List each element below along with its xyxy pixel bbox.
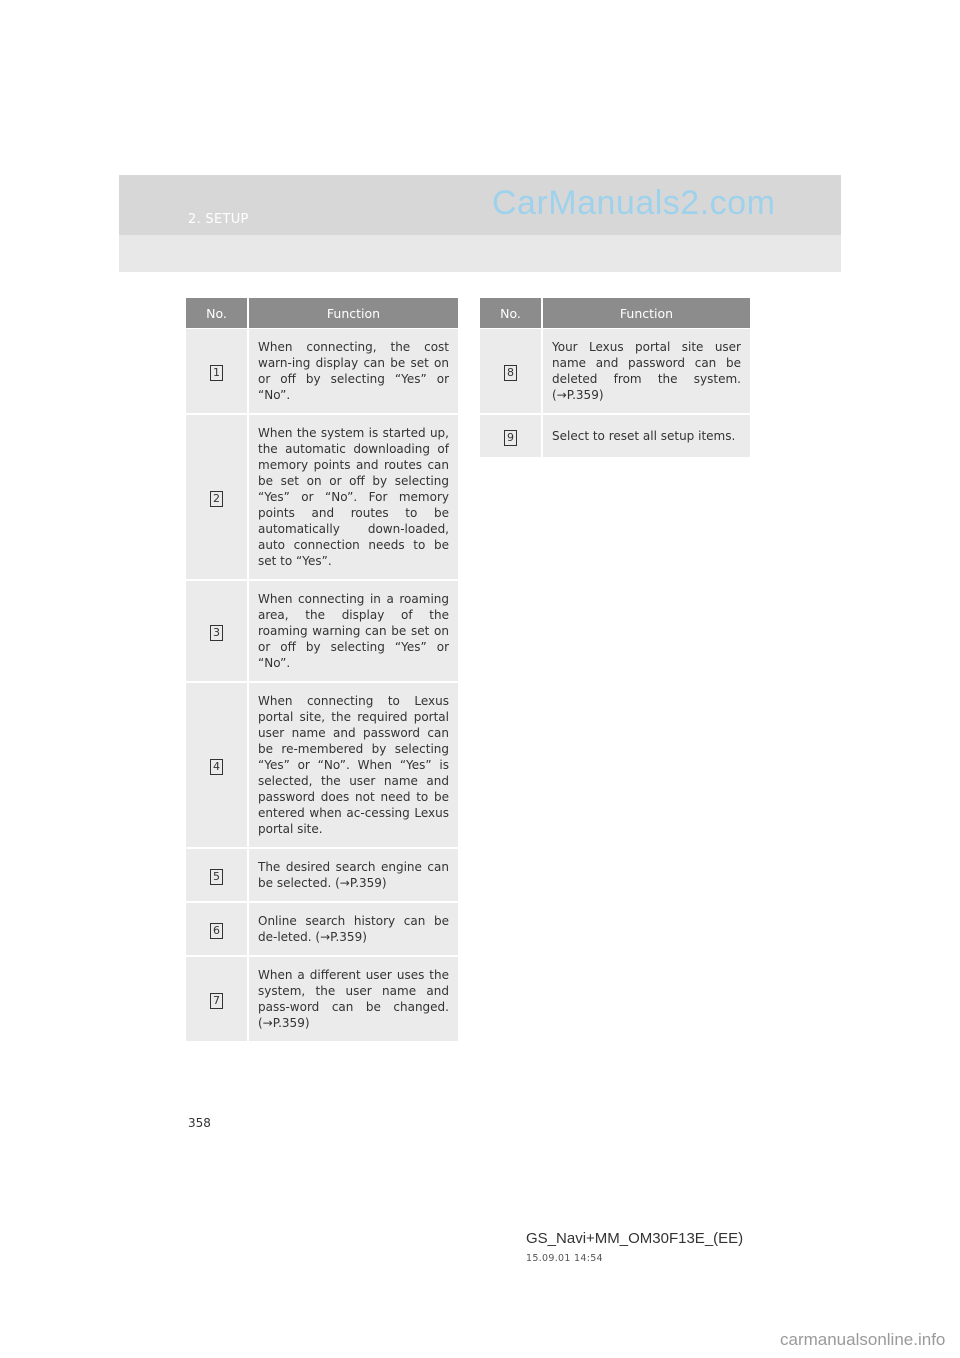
table-row (186, 329, 458, 415)
page-number: 358 (188, 1116, 211, 1130)
document-code: GS_Navi+MM_OM30F13E_(EE) (526, 1230, 744, 1247)
print-timestamp: 15.09.01 14:54 (526, 1253, 603, 1264)
row-number-badge: 5 (210, 869, 223, 885)
row-number-badge: 3 (210, 625, 223, 641)
watermark-logo[interactable]: CarManuals2.com (492, 184, 776, 222)
watermark-footer[interactable]: carmanualsonline.info (780, 1330, 946, 1349)
column-header-function: Function (249, 298, 458, 329)
row-number-badge: 6 (210, 923, 223, 939)
function-description: When connecting, the cost warn-ing display can be set on or off by selecting “Yes” or “No”. (249, 329, 458, 415)
table-row (480, 415, 750, 459)
table-header-row (480, 298, 750, 329)
function-description: The desired search engine can be selected. (→P.359) (249, 849, 458, 903)
row-number-badge: 8 (504, 365, 517, 381)
header-subband (119, 235, 841, 272)
table-row (186, 849, 458, 903)
column-header-no: No. (480, 298, 543, 329)
table-header-row (186, 298, 458, 329)
table-row (186, 903, 458, 957)
function-description: When connecting in a roaming area, the display of the roaming warning can be set on or off by selecting “Yes” or “No”. (249, 581, 458, 683)
table-row (186, 683, 458, 849)
function-description: Your Lexus portal site user name and password can be deleted from the system. (→P.359) (543, 329, 750, 415)
table-row (186, 581, 458, 683)
table-row (186, 957, 458, 1043)
row-number-badge: 7 (210, 993, 223, 1009)
table-row (480, 329, 750, 415)
function-description: Select to reset all setup items. (543, 415, 750, 459)
table-row (186, 415, 458, 581)
column-header-no: No. (186, 298, 249, 329)
row-number-badge: 9 (504, 430, 517, 446)
function-table-left (186, 298, 458, 1043)
row-number-badge: 1 (210, 365, 223, 381)
function-description: When connecting to Lexus portal site, the required portal user name and password can be re-membered by selecting “Yes” or “No”. When “Yes” is selected, the user name and password does not need to be entered when ac-cessing Lexus portal site. (249, 683, 458, 849)
function-table-right (480, 298, 750, 459)
function-description: Online search history can be de-leted. (→P.359) (249, 903, 458, 957)
column-header-function: Function (543, 298, 750, 329)
row-number-badge: 4 (210, 759, 223, 775)
function-description: When the system is started up, the automatic downloading of memory points and routes can be set on or off by selecting “Yes” or “No”. For memory points and routes to be automatically down-loaded, auto connection needs to be set to “Yes”. (249, 415, 458, 581)
row-number-badge: 2 (210, 491, 223, 507)
section-title: 2. SETUP (188, 212, 249, 227)
function-description: When a different user uses the system, the user name and pass-word can be changed. (→P.359) (249, 957, 458, 1043)
